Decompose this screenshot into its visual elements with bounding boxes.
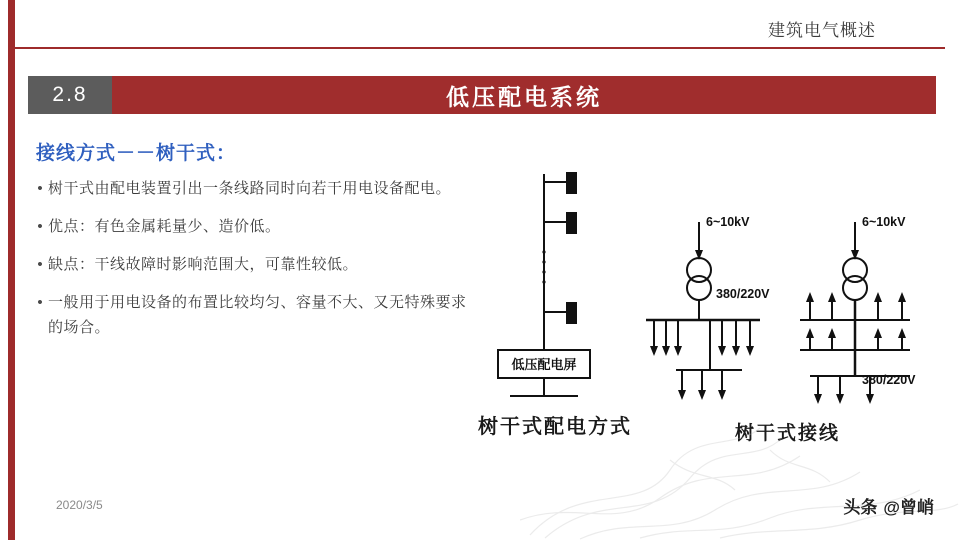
list-item xyxy=(32,252,472,277)
hv-label-left: 6~10kV xyxy=(706,215,750,229)
list-item xyxy=(32,290,472,340)
bullet-dot-icon: • xyxy=(37,294,43,311)
page-title: 低压配电系统 xyxy=(446,83,602,110)
bullet-text: 一般用于用电设备的布置比较均匀、容量不大、又无特殊要求的场合。 xyxy=(48,294,467,336)
bullet-text: 优点：有色金属耗量少、造价低。 xyxy=(48,218,281,235)
hv-label-right: 6~10kV xyxy=(862,215,906,229)
section-number: 2.8 xyxy=(28,76,112,114)
bullet-dot-icon: • xyxy=(37,180,43,197)
lv-label-right: 380/220V xyxy=(862,373,916,387)
switchboard-label: 低压配电屏 xyxy=(511,357,577,372)
slide-date: 2020/3/5 xyxy=(56,498,103,512)
bullet-text: 缺点：干线故障时影响范围大，可靠性较低。 xyxy=(48,256,359,273)
bullet-dot-icon: • xyxy=(37,218,43,235)
figure-caption-left: 树干式配电方式 xyxy=(478,416,632,438)
bullet-text: 树干式由配电装置引出一条线路同时向若干用电设备配电。 xyxy=(48,180,452,197)
brand-watermark xyxy=(843,493,934,518)
subtitle: 接线方式－－树干式： xyxy=(36,143,237,164)
list-item xyxy=(32,214,472,239)
bullet-dot-icon: • xyxy=(37,256,43,273)
brand-prefix: 头条 xyxy=(843,498,878,517)
header-divider xyxy=(15,47,945,49)
brand-handle: @曾峭 xyxy=(883,498,934,517)
lv-label-left: 380/220V xyxy=(716,287,770,301)
figure-caption-right: 树干式接线 xyxy=(735,423,841,444)
bullet-list xyxy=(32,176,472,353)
list-item xyxy=(32,176,472,201)
left-accent-bar xyxy=(8,0,15,540)
header-title: 建筑电气概述 xyxy=(768,21,876,40)
